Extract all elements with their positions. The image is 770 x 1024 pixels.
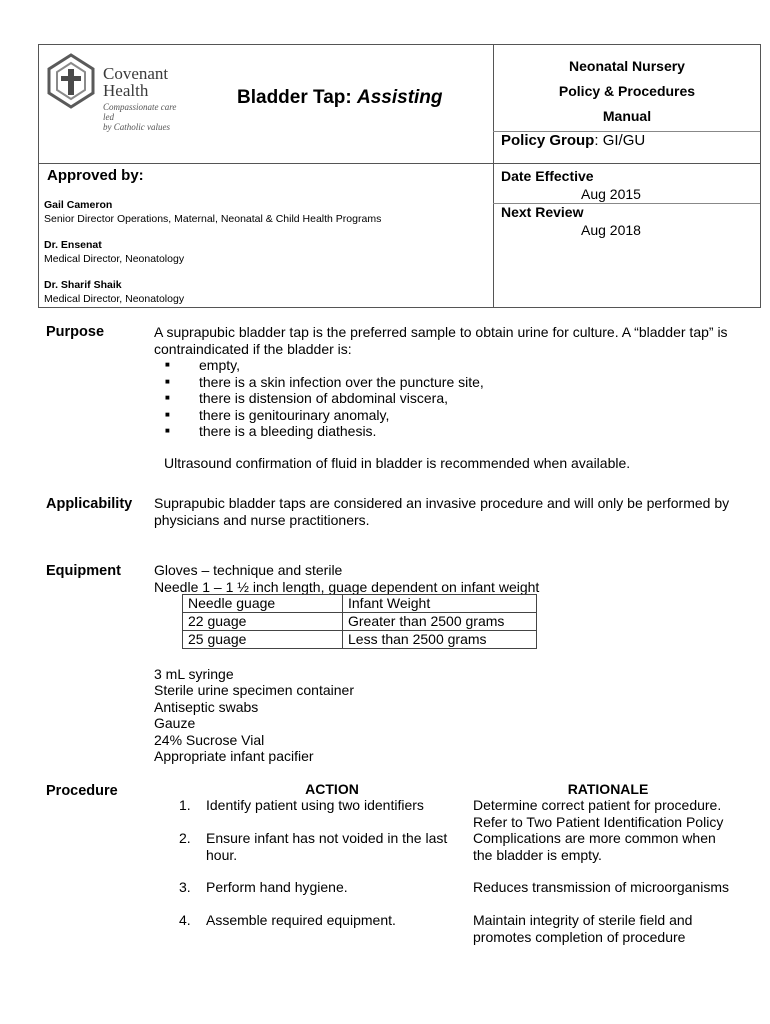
covenant-health-logo — [45, 51, 185, 132]
approved-by-label: Approved by: — [47, 167, 144, 184]
purpose-line: contraindicated if the bladder is: — [154, 341, 352, 357]
dept-line3: Manual — [602, 108, 652, 124]
step-rationale: Reduces transmission of microorganisms — [473, 879, 729, 895]
date-effective-label: Date Effective — [501, 168, 594, 184]
manual-name — [494, 54, 760, 129]
approver-title: Medical Director, Neonatology — [44, 293, 185, 305]
approver — [44, 238, 184, 266]
bullet-icon: ■ — [165, 360, 170, 369]
applicability-line: Suprapubic bladder taps are considered an invasive procedure and will only be performed by — [154, 495, 730, 511]
policy-group-value: : GI/GU — [594, 132, 646, 149]
table-row — [183, 631, 537, 649]
next-review-value: Aug 2018 — [581, 222, 641, 238]
step-action: Ensure infant has not voided in the last hour. — [206, 830, 448, 863]
rationale-column-header: RATIONALE — [567, 781, 649, 797]
purpose-text — [154, 324, 734, 358]
approver-title: Senior Director Operations, Maternal, Neonatal & Child Health Programs — [44, 213, 382, 225]
approver-name: Dr. Ensenat — [44, 239, 102, 251]
list-item: ■ there is a skin infection over the puncture site, — [165, 373, 484, 390]
cross-shield-icon — [45, 51, 97, 111]
purpose-line: A suprapubic bladder tap is the preferred sample to obtain urine for culture. A “bladder tap” is — [154, 324, 728, 340]
procedure-step — [179, 912, 454, 929]
list-item: Sterile urine specimen container — [154, 682, 354, 699]
procedure-step — [179, 797, 454, 814]
header-table — [38, 44, 761, 308]
contraindication-list — [154, 357, 484, 440]
page-title — [237, 87, 443, 109]
bullet-icon: ■ — [165, 426, 170, 435]
table-header-cell: Infant Weight — [343, 595, 537, 613]
table-header-cell: Needle guage — [183, 595, 343, 613]
equipment-intro — [154, 562, 734, 596]
list-item: Antiseptic swabs — [154, 698, 259, 715]
step-number: 4. — [179, 912, 191, 928]
step-action: Assemble required equipment. — [206, 912, 396, 928]
step-action: Perform hand hygiene. — [206, 879, 348, 895]
step-number: 3. — [179, 879, 191, 895]
date-effective-value: Aug 2015 — [581, 186, 641, 202]
table-row — [183, 613, 537, 631]
equipment-heading: Equipment — [46, 563, 121, 579]
purpose-note: Ultrasound confirmation of fluid in bladder is recommended when available. — [164, 455, 631, 471]
policy-group-label: Policy Group — [501, 132, 595, 149]
logo-tagline-line1: Compassionate care led — [103, 102, 177, 122]
action-column-header: ACTION — [305, 781, 359, 797]
purpose-heading: Purpose — [46, 324, 105, 340]
procedure-step — [179, 879, 454, 896]
logo-org-line1: Covenant — [103, 64, 169, 83]
step-rationale: Complications are more common when the bladder is empty. — [473, 830, 716, 863]
approver — [44, 278, 184, 306]
table-cell: Less than 2500 grams — [343, 631, 537, 649]
equipment-list — [154, 666, 354, 764]
title-prefix: Bladder Tap: — [237, 87, 357, 108]
applicability-heading: Applicability — [46, 496, 133, 512]
step-number: 2. — [179, 830, 191, 846]
title-emphasis: Assisting — [357, 87, 443, 108]
step-rationale: Determine correct patient for procedure. Refer to Two Patient Identification Policy — [473, 797, 724, 830]
list-item: ■ there is distension of abdominal viscera, — [165, 390, 449, 406]
table-header-row — [183, 595, 537, 613]
procedure-step — [179, 830, 459, 864]
list-item: Appropriate infant pacifier — [154, 748, 314, 765]
approver-name: Dr. Sharif Shaik — [44, 279, 122, 291]
approver-title: Medical Director, Neonatology — [44, 253, 185, 265]
header-divider — [39, 163, 760, 164]
needle-guage-table — [182, 594, 537, 649]
bullet-icon: ■ — [165, 409, 170, 419]
table-cell: 22 guage — [183, 613, 343, 631]
bullet-icon: ■ — [165, 376, 170, 386]
dept-line1: Neonatal Nursery — [569, 58, 685, 74]
next-review-label: Next Review — [501, 204, 584, 220]
policy-group — [501, 131, 645, 151]
list-item: 3 mL syringe — [154, 666, 234, 682]
logo-tagline-line2: by Catholic values — [103, 122, 170, 132]
equipment-line: Gloves – technique and sterile — [154, 562, 343, 578]
list-item: ■ empty, — [165, 357, 240, 373]
equipment-line: Needle 1 – 1 ½ inch length, guage dependent on infant weight — [154, 579, 540, 595]
logo-text — [103, 65, 185, 132]
list-item: ■ there is a bleeding diathesis. — [165, 423, 377, 439]
applicability-text — [154, 495, 734, 529]
step-number: 1. — [179, 797, 191, 813]
bullet-icon: ■ — [165, 393, 170, 402]
approver — [44, 198, 381, 226]
procedure-heading: Procedure — [46, 783, 118, 799]
approver-name: Gail Cameron — [44, 199, 113, 211]
list-item: 24% Sucrose Vial — [154, 731, 265, 748]
step-rationale: Maintain integrity of sterile field and promotes completion of procedure — [473, 912, 693, 945]
table-cell: Greater than 2500 grams — [343, 613, 537, 631]
step-action: Identify patient using two identifiers — [206, 797, 424, 813]
table-cell: 25 guage — [183, 631, 343, 649]
applicability-line: physicians and nurse practitioners. — [154, 512, 370, 528]
dept-line2: Policy & Procedures — [558, 83, 696, 99]
list-item: Gauze — [154, 715, 196, 732]
list-item: ■ there is genitourinary anomaly, — [165, 406, 390, 423]
logo-org-line2: Health — [103, 81, 149, 100]
